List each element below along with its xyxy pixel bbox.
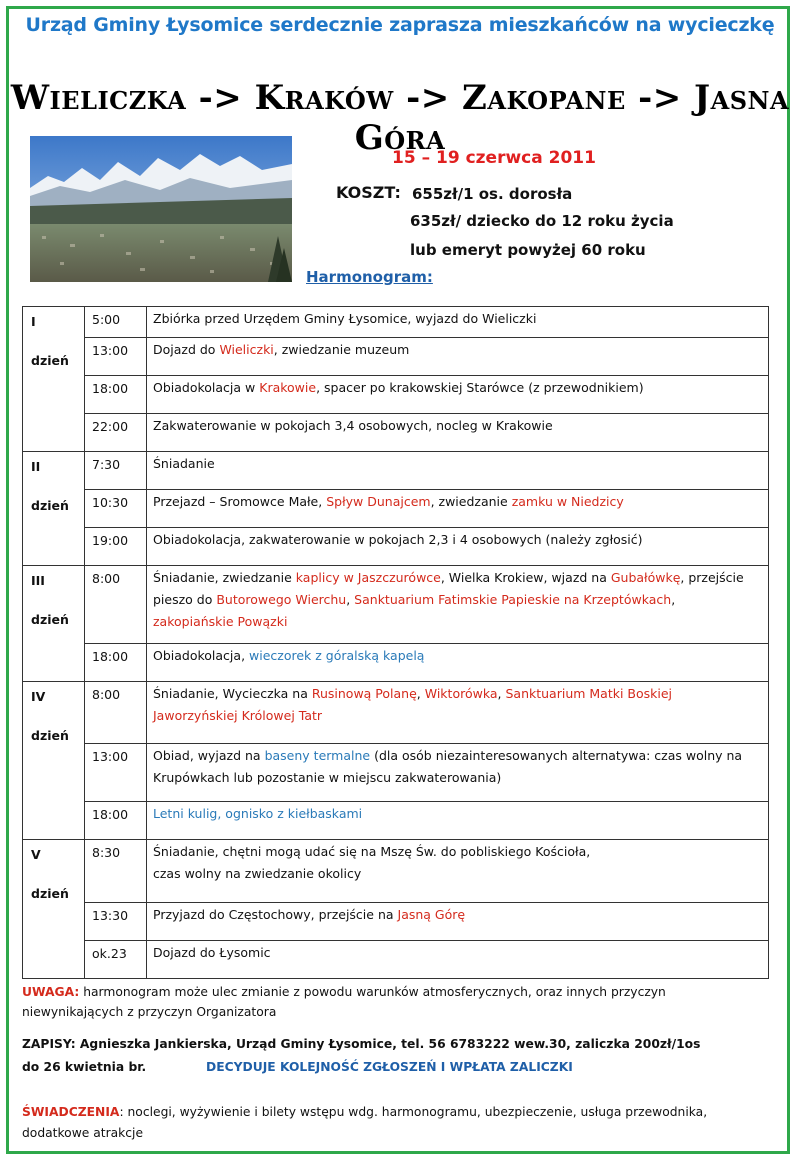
activity-text: Dojazd do Łysomic (153, 945, 271, 960)
row-time: 18:00 (92, 807, 129, 822)
trip-dates: 15 – 19 czerwca 2011 (392, 148, 596, 168)
row-activity-line (153, 491, 624, 513)
row-activity-line (153, 589, 675, 611)
activity-text: , (497, 686, 506, 701)
day-label: dzień (31, 612, 69, 627)
highlight-text: Wieliczki (219, 342, 274, 357)
day-label: dzień (31, 886, 69, 901)
highlight-text: Wiktorówka (424, 686, 498, 701)
row-activity-line (153, 904, 465, 926)
activity-text: Śniadanie, Wycieczka na (153, 686, 312, 701)
activity-text: , zwiedzanie muzeum (273, 342, 410, 357)
highlight-text: Rusinową Polanę (311, 686, 417, 701)
activity-text: Krupówkach lub pozostanie w miejscu zakwaterowania) (153, 770, 502, 785)
activity-cell (146, 451, 769, 490)
activity-text: , spacer po krakowskiej Starówce (z przewodnikiem) (316, 380, 644, 395)
swiadczenia-text: : noclegi, wyżywienie i bilety wstępu wdg. harmonogramu, ubezpieczenie, usługa przewodnika, (119, 1105, 708, 1119)
row-time: 18:00 (92, 381, 129, 396)
cost-label: KOSZT: (336, 183, 401, 202)
row-time: 13:00 (92, 749, 129, 764)
highlight-text: Spływ Dunajcem (326, 494, 431, 509)
activity-text: Obiadokolacja, zakwaterowanie w pokojach 2,3 i 4 osobowych (należy zgłosić) (153, 532, 643, 547)
cost-child: 635zł/ dziecko do 12 roku życia (410, 212, 674, 230)
row-activity-line (153, 767, 501, 789)
highlight-text: Jasną Górę (397, 907, 466, 922)
page-header: Urząd Gminy Łysomice serdecznie zaprasza mieszkańców na wycieczkę (25, 14, 775, 36)
row-activity-line (153, 339, 409, 361)
row-time: 7:30 (92, 457, 121, 472)
row-activity-line (153, 683, 672, 705)
highlight-text: zamku w Niedzicy (511, 494, 624, 509)
activity-text: , zwiedzanie (430, 494, 512, 509)
activity-text: Przyjazd do Częstochowy, przejście na (153, 907, 398, 922)
activity-text: , (671, 592, 676, 607)
row-time: 13:00 (92, 343, 129, 358)
row-activity-line (153, 705, 322, 727)
row-activity-line (153, 942, 271, 964)
row-activity-line (153, 645, 424, 667)
row-time: ok.23 (92, 946, 127, 961)
activity-text: Obiadokolacja, (153, 648, 250, 663)
row-activity-line (153, 308, 536, 330)
highlight-text: Sanktuarium Fatimskie Papieskie na Krzeptówkach (354, 592, 672, 607)
day-cell (22, 681, 85, 840)
activity-text: , (416, 686, 425, 701)
activity-text: , Wielka Krokiew, wjazd na (440, 570, 611, 585)
highlight-text: wieczorek z góralską kapelą (249, 648, 425, 663)
row-activity-line (153, 453, 215, 475)
activity-text: Obiad, wyjazd na (153, 748, 265, 763)
row-time: 5:00 (92, 312, 121, 327)
day-number: IV (31, 689, 46, 704)
mountain-photo (30, 136, 292, 282)
row-activity-line (153, 841, 590, 863)
row-time: 10:30 (92, 495, 129, 510)
cost-adult: 655zł/1 os. dorosła (412, 185, 573, 203)
uwaga-text-2: niewynikających z przyczyn Organizatora (22, 1005, 277, 1019)
highlight-text: Letni kulig, ognisko z kiełbaskami (153, 806, 363, 821)
day-number: III (31, 573, 45, 588)
activity-text: Śniadanie (153, 456, 215, 471)
highlight-text: baseny termalne (264, 748, 371, 763)
row-activity-line (153, 863, 361, 885)
highlight-text: Krakowie (259, 380, 317, 395)
row-time: 8:30 (92, 845, 121, 860)
activity-text: Obiadokolacja w (153, 380, 260, 395)
day-label: dzień (31, 353, 69, 368)
activity-text: Przejazd – Sromowce Małe, (153, 494, 327, 509)
day-number: V (31, 847, 41, 862)
day-number: II (31, 459, 41, 474)
activity-text: , przejście (680, 570, 744, 585)
activity-text: Zakwaterowanie w pokojach 3,4 osobowych, nocleg w Krakowie (153, 418, 553, 433)
day-label: dzień (31, 728, 69, 743)
uwaga-label: UWAGA: (22, 985, 80, 999)
highlight-text: Jaworzyńskiej Królowej Tatr (153, 708, 323, 723)
row-activity-line (153, 567, 744, 589)
row-activity-line (153, 529, 643, 551)
activity-text: Dojazd do (153, 342, 220, 357)
row-activity-line (153, 611, 287, 633)
swiadczenia-text-2: dodatkowe atrakcje (22, 1126, 144, 1140)
highlight-text: Gubałówkę (610, 570, 681, 585)
row-time: 18:00 (92, 649, 129, 664)
activity-text: czas wolny na zwiedzanie okolicy (153, 866, 362, 881)
row-activity-line (153, 803, 362, 825)
cost-senior: lub emeryt powyżej 60 roku (410, 241, 646, 259)
row-activity-line (153, 377, 644, 399)
row-activity-line (153, 745, 742, 767)
row-time: 19:00 (92, 533, 129, 548)
activity-text: Śniadanie, zwiedzanie (153, 570, 296, 585)
day-label: dzień (31, 498, 69, 513)
highlight-text: kaplicy w Jaszczurówce (295, 570, 441, 585)
row-time: 13:30 (92, 908, 129, 923)
row-activity-line (153, 415, 553, 437)
row-time: 8:00 (92, 687, 121, 702)
highlight-text: zakopiańskie Powązki (153, 614, 288, 629)
row-time: 22:00 (92, 419, 129, 434)
activity-text: Zbiórka przed Urzędem Gminy Łysomice, wyjazd do Wieliczki (153, 311, 537, 326)
decyduje-note: DECYDUJE KOLEJNOŚĆ ZGŁOSZEŃ I WPŁATA ZALICZKI (206, 1060, 573, 1074)
activity-text: (dla osób niezainteresowanych alternatywa: czas wolny na (370, 748, 743, 763)
activity-text: , (346, 592, 355, 607)
day-number: I (31, 314, 36, 329)
swiadczenia-label: ŚWIADCZENIA (22, 1105, 120, 1119)
harmonogram-label: Harmonogram: (306, 268, 433, 286)
activity-text: Śniadanie, chętni mogą udać się na Mszę Św. do pobliskiego Kościoła, (153, 844, 591, 859)
swiadczenia-note (22, 1102, 707, 1122)
activity-text: pieszo do (153, 592, 217, 607)
zapisy-deadline: do 26 kwietnia br. (22, 1060, 147, 1074)
route-title: Wieliczka -> Kraków -> Zakopane -> Jasna Góra (10, 78, 790, 158)
zapisy-line: ZAPISY: Agnieszka Jankierska, Urząd Gminy Łysomice, tel. 56 6783222 wew.30, zaliczka 200zł/1os (22, 1037, 701, 1051)
uwaga-note (22, 982, 666, 1002)
highlight-text: Sanktuarium Matki Boskiej (505, 686, 673, 701)
uwaga-text: harmonogram może ulec zmianie z powodu warunków atmosferycznych, oraz innych przyczyn (79, 985, 666, 999)
row-time: 8:00 (92, 571, 121, 586)
highlight-text: Butorowego Wierchu (216, 592, 347, 607)
